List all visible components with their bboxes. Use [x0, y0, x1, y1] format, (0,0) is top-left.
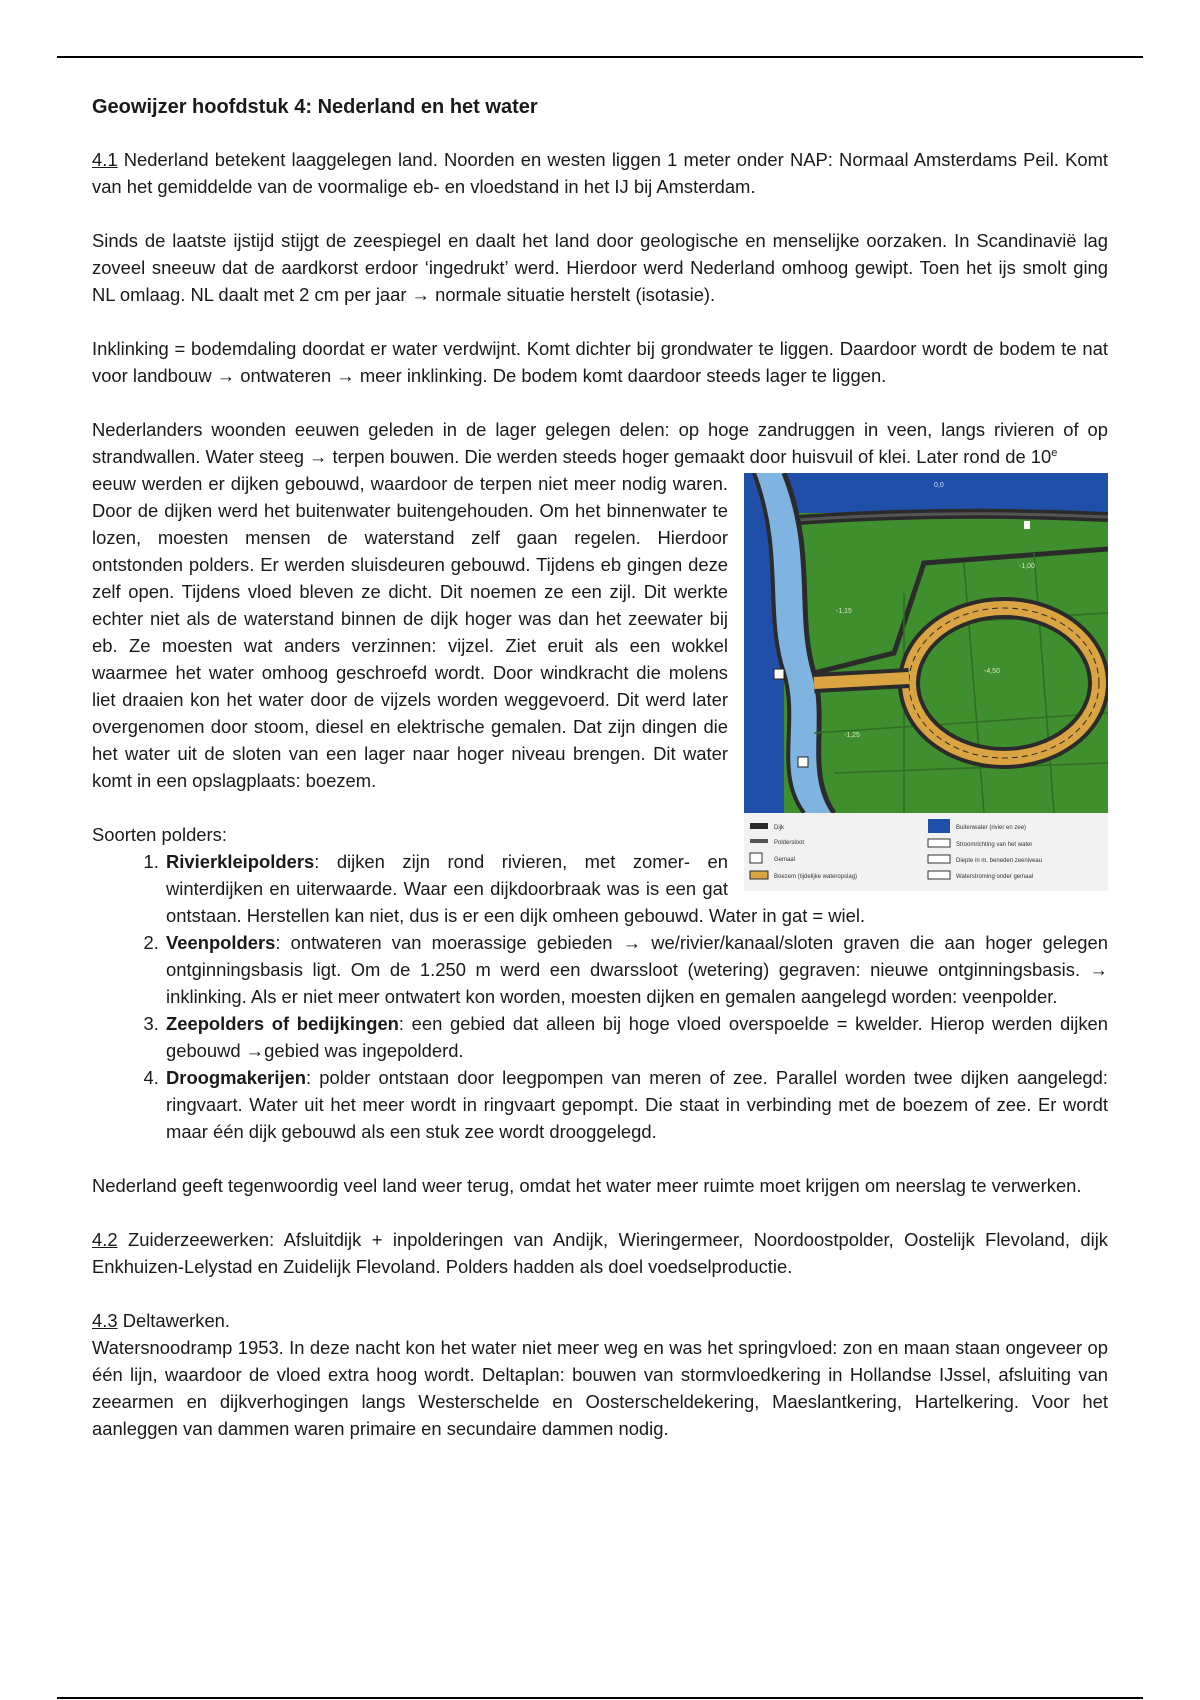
- paragraph-inklinking: Inklinking = bodemdaling doordat er water verdwijnt. Komt dichter bij grondwater te liggen. Daardoor wordt de bodem te nat voor landbouw → ontwateren → meer inklinking. De bodem komt daardoor steeds lager te liggen.: [92, 338, 1108, 386]
- paragraph-4-3: Watersnoodramp 1953. In deze nacht kon het water niet meer weg en was het springvloed: zon en maan staan ongeveer op één lijn, waardoor de vloed extra hoog wordt. Deltaplan: bouwen van stormvloedkering in Hollandse IJssel, afsluiting van zeearmen en dijkverhogingen langs Westerschelde en Oosterscheldekering, Maeslantkering, Hartelkering. Voor het aanleggen van dammen waren primaire en secundaire dammen nodig.: [92, 1337, 1108, 1439]
- svg-text:Poldersloot: Poldersloot: [774, 840, 805, 846]
- polder-land: [784, 513, 1108, 813]
- paragraph-4-2: 4.2 Zuiderzeewerken: Afsluitdijk + inpolderingen van Andijk, Wieringermeer, Noordoostpolder, Oostelijk Flevoland, dijk Enkhuizen-Lelystad en Zuidelijk Flevoland. Polders hadden als doel voedselproductie.: [92, 1229, 1108, 1277]
- page-title: Geowijzer hoofdstuk 4: Nederland en het water: [92, 96, 538, 118]
- section-number: 4.1: [92, 149, 118, 170]
- polder-types-list: [92, 848, 1108, 1145]
- paragraph-land-return: Nederland geeft tegenwoordig veel land weer terug, omdat het water meer ruimte moet krijgen om neerslag te verwerken.: [92, 1175, 1082, 1196]
- paragraph-4-1-intro: 4.1 Nederland betekent laaggelegen land. Noorden en westen liggen 1 meter onder NAP: Normaal Amsterdams Peil. Komt van het gemiddelde van de voormalige eb- en vloedstand in het IJ bij Amsterdam.: [92, 149, 1108, 197]
- svg-text:Diepte in m. beneden zeeniveau: Diepte in m. beneden zeeniveau: [956, 858, 1043, 864]
- svg-text:-4,50: -4,50: [984, 668, 1000, 675]
- svg-text:Stroomrichting van het water: Stroomrichting van het water: [956, 842, 1033, 848]
- heading-4-3: 4.3 Deltawerken.: [92, 1310, 231, 1331]
- document-body: [92, 92, 1108, 1469]
- svg-text:Boezem (tijdelijke wateropslag: Boezem (tijdelijke wateropslag): [774, 874, 858, 880]
- svg-text:Dijk: Dijk: [774, 825, 784, 831]
- svg-text:-1,25: -1,25: [844, 732, 860, 739]
- paragraph-isostasy: Sinds de laatste ijstijd stijgt de zeespiegel en daalt het land door geologische en menselijke oorzaken. In Scandinavië lag zoveel sneeuw dat de aardkorst erdoor ‘ingedrukt’ werd. Hierdoor werd Nederland omhoog gewipt. Toen het ijs smolt ging NL omlaag. NL daalt met 2 cm per jaar → normale situatie herstelt (isotasie).: [92, 230, 1108, 305]
- svg-text:Buitenwater (rivier en zee): Buitenwater (rivier en zee): [956, 825, 1027, 831]
- paragraph-history-tail: eeuw werden er dijken gebouwd, waardoor de terpen niet meer nodig waren. Door de dijken werd het buitenwater buitengehouden. Om het binnenwater te lozen, moesten mensen de waterstand zelf gaan regelen. Hierdoor ontstonden polders. Er werden sluisdeuren gebouwd. Tijdens eb gingen deze zelf open. Tijdens vloed bleven ze dicht. Dit noemen ze een zijl. Dit werkte echter niet als de waterstand binnen de dijk hoger was dan het zeewater bij eb. Ze moesten wat anders verzinnen: vijzel. Ziet eruit als een wokkel waarmee het water omhoog geschroefd wordt. Door windkracht die molens liet draaien kon het water door de vijzels worden weggevoerd. Dit werd later overgenomen door stoom, diesel en elektrische gemalen. Dat zijn dingen die het water uit de sloten van een lager naar hoger niveau brengen. Dit water komt in een opslagplaats: boezem.: [92, 473, 728, 791]
- section-number: 4.3: [92, 1310, 118, 1331]
- top-rule: [57, 56, 1143, 58]
- polder-types-intro: Soorten polders:: [92, 824, 227, 845]
- paragraph-history: Nederlanders woonden eeuwen geleden in de lager gelegen delen: op hoge zandruggen in veen, langs rivieren of op strandwallen. Water steeg → terpen bouwen. Die werden steeds hoger gemaakt door huisvuil of klei. Later rond de 10e: [92, 419, 1108, 467]
- list-item: 3. Zeepolders of bedijkingen: een gebied dat alleen bij hoge vloed overspoelde = kwelder. Hierop werden dijken gebouwd →gebied was ingepolderd.: [164, 1010, 1108, 1064]
- svg-text:Waterstroming onder gemaal: Waterstroming onder gemaal: [956, 874, 1034, 880]
- svg-text:-1,00: -1,00: [1019, 563, 1035, 570]
- section-number: 4.2: [92, 1229, 118, 1250]
- svg-text:0,0: 0,0: [934, 482, 944, 489]
- polder-map-svg: [744, 473, 1108, 891]
- bottom-rule: [57, 1697, 1143, 1699]
- list-item: 1. Rivierkleipolders: dijken zijn rond rivieren, met zomer- en winterdijken en uiterwaarde. Waar een dijkdoorbraak was is een gat ontstaan. Herstellen kan niet, dus is er een dijk omheen gebouwd. Water in gat = wiel.: [164, 848, 1108, 929]
- svg-text:Gemaal: Gemaal: [774, 857, 796, 863]
- svg-text:-1,15: -1,15: [836, 608, 852, 615]
- polder-diagram: [744, 473, 1108, 891]
- list-item: 4. Droogmakerijen: polder ontstaan door leegpompen van meren of zee. Parallel worden twee dijken aangelegd: ringvaart. Water uit het meer wordt in ringvaart gepompt. Die staat in verbinding met de boezem of zee. Er wordt maar één dijk gebouwd als een stuk zee wordt drooggelegd.: [164, 1064, 1108, 1145]
- list-item: 2. Veenpolders: ontwateren van moerassige gebieden → we/rivier/kanaal/sloten graven die aan hoger gelegen ontginningsbasis ligt. Om de 1.250 m werd een dwarssloot (wetering) gegraven: nieuwe ontginningsbasis. → inklinking. Als er niet meer ontwatert kon worden, moesten dijken en gemalen aangelegd worden: veenpolder.: [164, 929, 1108, 1010]
